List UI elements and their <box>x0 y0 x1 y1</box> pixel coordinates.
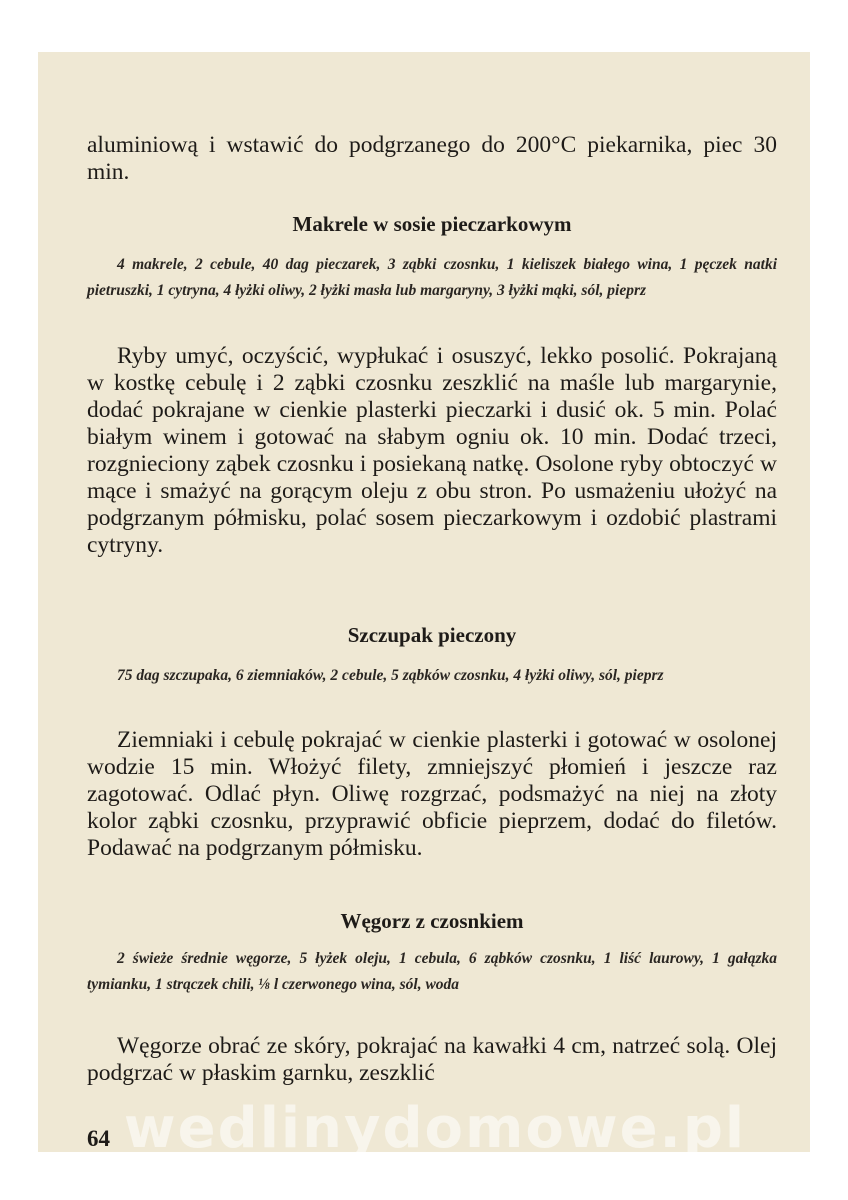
bleed-through-shadow <box>128 592 810 618</box>
recipe-instructions: Węgorze obrać ze skóry, pokrajać na kawałki 4 cm, natrzeć solą. Olej podgrzać w płaskim garnku, zeszklić <box>87 1033 777 1086</box>
intro-paragraph: aluminiową i wstawić do podgrzanego do 200°C piekarnika, piec 30 min. <box>87 132 777 185</box>
recipe-ingredients: 4 makrele, 2 cebule, 40 dag pieczarek, 3 ząbki czosnku, 1 kieliszek białego wina, 1 pęczek natki pietruszki, 1 cytryna, 4 łyżki oliwy, 2 łyżki masła lub margaryny, 3 łyżki mąki, sól, pieprz <box>87 256 777 299</box>
recipe-instructions: Ryby umyć, oczyścić, wypłukać i osuszyć, lekko posolić. Pokrajaną w kostkę cebulę i 2 ząbki czosnku zeszklić na maśle lub margarynie, dodać pokrajane w cienkie plasterki pieczarki i dusić ok. 5 min. Polać białym winem i gotować na słabym ogniu ok. 10 min. Dodać trzeci, rozgnieciony ząbek czosnku i posiekaną natkę. Osolone ryby obtoczyć w mące i smażyć na gorącym oleju z obu stron. Po usmażeniu ułożyć na podgrzanym półmisku, polać sosem pieczarkowym i ozdobić plastrami cytryny. <box>87 343 777 558</box>
watermark: wedlinydomowe.pl <box>123 1096 747 1161</box>
recipe-title: Szczupak pieczony <box>347 623 517 647</box>
recipe-ingredients: 75 dag szczupaka, 6 ziemniaków, 2 cebule, 5 ząbków czosnku, 4 łyżki oliwy, sól, pieprz <box>117 667 664 684</box>
page-number: 64 <box>87 1126 110 1151</box>
recipe-title: Makrele w sosie pieczarkowym <box>292 212 572 236</box>
recipe-title: Węgorz z czosnkiem <box>340 909 524 933</box>
recipe-instructions: Ziemniaki i cebulę pokrajać w cienkie plasterki i gotować w osolonej wodzie 15 min. Włożyć filety, zmniejszyć płomień i jeszcze raz zagotować. Odlać płyn. Oliwę rozgrzać, podsmażyć na niej na złoty kolor ząbki czosnku, przyprawić obficie pieprzem, dodać do filetów. Podawać na podgrzanym półmisku. <box>87 727 777 861</box>
recipe-ingredients: 2 świeże średnie węgorze, 5 łyżek oleju, 1 cebula, 6 ząbków czosnku, 1 liść laurowy, 1 gałązka tymianku, 1 strączek chili, ⅛ l czerwonego wina, sól, woda <box>87 950 777 993</box>
